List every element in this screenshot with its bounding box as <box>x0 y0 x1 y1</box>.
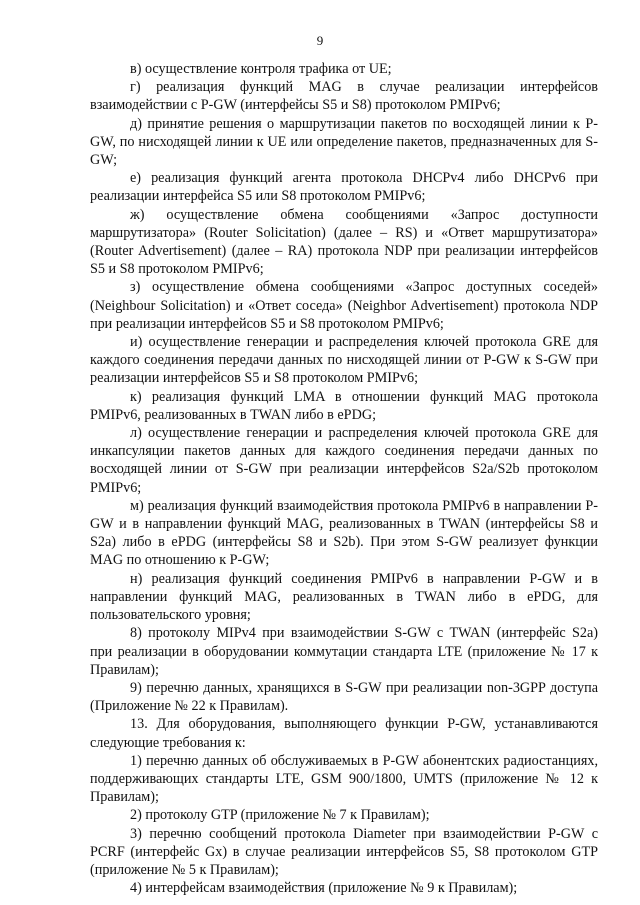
page-number: 9 <box>316 33 324 48</box>
paragraph-n: н) реализация функций соединения PMIPv6 в направлении P-GW и в направлении функций MAG, реализованных в TWAN либо в ePDG, для пользовательского уровня; <box>90 570 598 624</box>
paragraph-i: и) осуществление генерации и распределения ключей протокола GRE для каждого соединения передачи данных по нисходящей линии от P-GW к S-GW при реализации интерфейсов S5 и S8 протоколом PMIPv6; <box>90 334 598 387</box>
paragraph-v: в) осуществление контроля трафика от UE; <box>130 61 392 77</box>
item-3: 3) перечню сообщений протокола Diameter при взаимодействии P-GW с PCRF (интерфейс Gx) в случае реализации интерфейсов S5, S8 протоколом GTP (приложение № 5 к Правилам); <box>90 825 598 878</box>
item-4: 4) интерфейсам взаимодействия (приложение № 9 к Правилам); <box>130 880 518 897</box>
paragraph-d: д) принятие решения о маршрутизации пакетов по восходящей линии к P-GW, по нисходящей линии к UE или определение пакетов, предназначенных для S-GW; <box>90 115 598 169</box>
item-1: 1) перечню данных об обслуживаемых в P-GW абонентских радиостанциях, поддерживающих стандарты LTE, GSM 900/1800, UMTS (приложение № 12 к Правилам); <box>90 752 598 806</box>
item-2: 2) протоколу GTP (приложение № 7 к Правилам); <box>130 807 430 824</box>
document-body <box>90 60 598 897</box>
section-13-heading: 13. Для оборудования, выполняющего функции P-GW, устанавливаются следующие требования к: <box>90 716 598 751</box>
paragraph-k: к) реализация функций LMA в отношении функций MAG протокола PMIPv6, реализованных в TWAN либо в ePDG; <box>90 388 598 423</box>
paragraph-z: з) осуществление обмена сообщениями «Запрос доступных соседей» (Neighbour Solicitation) и «Ответ соседа» (Neighbor Advertisement) протокола NDP при реализации интерфейсов S5 и S8 протоколом PMIPv6; <box>90 279 598 332</box>
paragraph-l: л) осуществление генерации и распределения ключей протокола GRE для инкапсуляции пакетов данных для каждого соединения передачи данных по восходящей линии от S-GW при реализации интерфейсов S2a/S2b протоколом PMIPv6; <box>90 425 598 496</box>
paragraph-zh: ж) осуществление обмена сообщениями «Запрос доступности маршрутизатора» (Router Solicitation) (далее – RS) и «Ответ маршрутизатора» (Router Advertisement) (далее – RA) протокола NDP при реализации интерфейсов S5 и S8 протоколом PMIPv6; <box>90 206 598 278</box>
paragraph-g: г) реализация функций MAG в случае реализации интерфейсов взаимодействии с P-GW (интерфейсы S5 и S8) протоколом PMIPv6; <box>90 79 598 114</box>
item-9: 9) перечню данных, хранящихся в S-GW при реализации non-3GPP доступа (Приложение № 22 к Правилам). <box>90 679 598 715</box>
paragraph-m: м) реализация функций взаимодействия протокола PMIPv6 в направлении P-GW и в направлении функций MAG, реализованных в TWAN (интерфейсы S8 и S2a) либо в ePDG (интерфейсы S8 и S2b). При этом S-GW реализует функции MAG по отношению к P-GW; <box>90 497 598 569</box>
paragraph-e: е) реализация функций агента протокола DHCPv4 либо DHCPv6 при реализации интерфейса S5 или S8 протоколом PMIPv6; <box>90 170 598 205</box>
item-8: 8) протоколу MIPv4 при взаимодействии S-GW с TWAN (интерфейс S2a) при реализации в оборудовании коммутации стандарта LTE (приложение № 17 к Правилам); <box>90 625 598 678</box>
